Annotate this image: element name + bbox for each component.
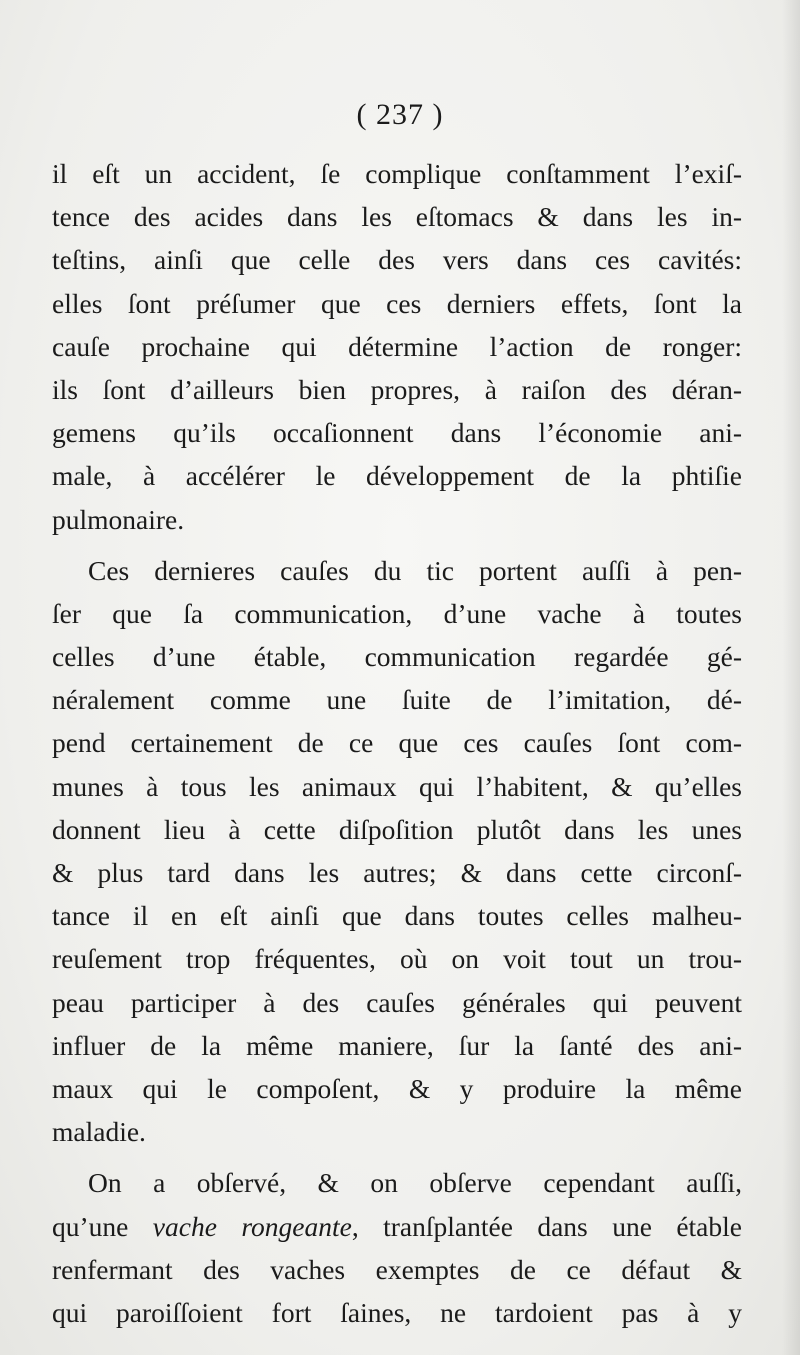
paragraph-3 xyxy=(52,1161,742,1334)
text-line: & plus tard dans les autres; & dans cette circonſ- xyxy=(52,857,742,888)
text-line: qui paroiſſoient fort ſaines, ne tardoient pas à y xyxy=(52,1296,742,1328)
italic-term: vache rongeante xyxy=(152,1210,352,1242)
body-text xyxy=(52,152,742,1334)
text-line: munes à tous les animaux qui l’habitent, & qu’elles xyxy=(52,770,742,802)
text-line: maux qui le compoſent, & y produire la même xyxy=(52,1072,742,1104)
text-line: reuſement trop fréquentes, où on voit tout un trou- xyxy=(52,943,742,975)
text-line: elles ſont préſumer que ces derniers effets, ſont la xyxy=(52,287,742,319)
text-line: teſtins, ainſi que celle des vers dans ces cavités: xyxy=(52,244,742,276)
text-line: gemens qu’ils occaſionnent dans l’économie ani- xyxy=(52,417,742,449)
text-line: maladie. xyxy=(52,1116,146,1148)
paragraph-2 xyxy=(52,549,742,1154)
text-line: celles d’une étable, communication regardée gé- xyxy=(52,641,742,673)
text-line: On a obſervé, & on obſerve cependant auſſi, xyxy=(88,1167,742,1199)
text-line: donnent lieu à cette diſpoſition plutôt dans les unes xyxy=(52,813,742,845)
text-line: néralement comme une ſuite de l’imitation, dé- xyxy=(52,684,742,716)
text-line: cauſe prochaine qui détermine l’action de ronger: xyxy=(52,330,742,362)
text-line: influer de la même maniere, ſur la ſanté des ani- xyxy=(52,1029,742,1061)
text-line: il eſt un accident, ſe complique conſtamment l’exiſ- xyxy=(52,158,742,189)
page-edge-shadow xyxy=(782,0,800,1355)
text-line: ils ſont d’ailleurs bien propres, à raiſon des déran- xyxy=(52,373,742,405)
text-run: qu’une xyxy=(52,1210,153,1242)
text-line: pend certainement de ce que ces cauſes ſont com- xyxy=(52,727,742,759)
text-line: peau participer à des cauſes générales qui peuvent xyxy=(52,986,742,1018)
page-number: ( 237 ) xyxy=(356,98,444,131)
text-line: Ces dernieres cauſes du tic portent auſſi à pen- xyxy=(88,554,742,586)
text-line: ſer que ſa communication, d’une vache à toutes xyxy=(52,597,742,629)
text-line: tence des acides dans les eſtomacs & dans les in- xyxy=(52,201,742,233)
paragraph-1 xyxy=(52,152,742,541)
text-line: renfermant des vaches exemptes de ce défaut & xyxy=(52,1253,742,1285)
text-line: tance il en eſt ainſi que dans toutes celles malheu- xyxy=(52,900,742,932)
text-line: pulmonaire. xyxy=(52,503,185,535)
text-run: , tranſplantée dans une étable xyxy=(351,1210,742,1242)
text-line: male, à accélérer le développement de la phtiſie xyxy=(52,460,742,492)
text-line xyxy=(52,1205,742,1248)
